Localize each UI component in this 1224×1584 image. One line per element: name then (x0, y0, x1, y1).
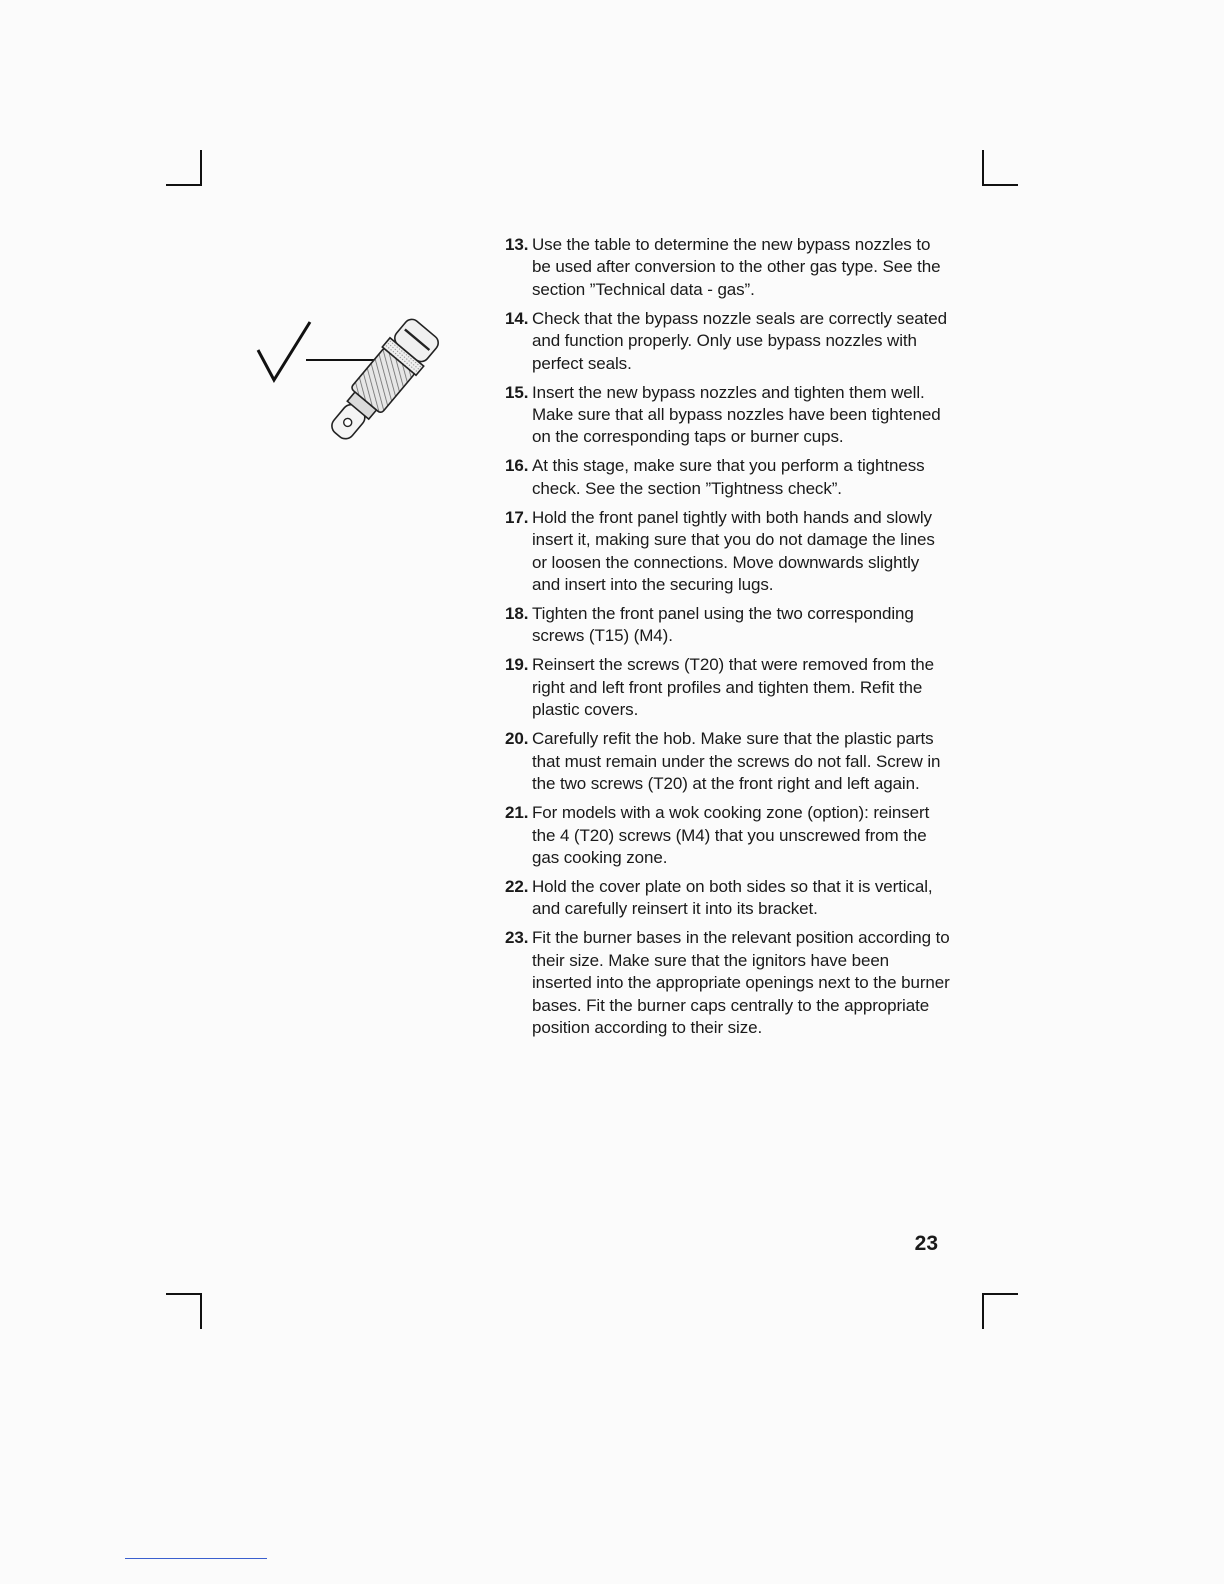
step-18 (505, 603, 950, 648)
step-number: 19. (505, 655, 529, 675)
step-text: Carefully refit the hob. Make sure that the plastic parts that must remain under the screws do not fall. Screw in the two screws (T20) at the front right and left again. (532, 729, 941, 794)
link-underline[interactable] (125, 1558, 267, 1559)
step-text: Insert the new bypass nozzles and tighten them well. Make sure that all bypass nozzles have been tightened on the corresponding taps or burner cups. (532, 382, 941, 447)
step-text: Hold the front panel tightly with both hands and slowly insert it, making sure that you do not damage the lines or loosen the connections. Move downwards slightly and insert into the securing lugs. (532, 507, 935, 595)
bypass-nozzle-illustration (252, 308, 472, 440)
step-text: At this stage, make sure that you perform a tightness check. See the section ”Tightness check”. (532, 456, 925, 498)
step-number: 23. (505, 928, 529, 948)
step-20 (505, 728, 950, 795)
step-number: 14. (505, 308, 529, 328)
check-mark-icon (258, 322, 310, 380)
step-number: 22. (505, 876, 529, 896)
step-16 (505, 455, 950, 500)
page-number: 23 (914, 1232, 938, 1255)
step-number: 21. (505, 803, 529, 823)
step-number: 17. (505, 507, 529, 527)
step-17 (505, 507, 950, 597)
crop-mark-bottom-left (166, 1293, 202, 1329)
crop-mark-top-left (166, 150, 202, 186)
step-text: Reinsert the screws (T20) that were removed from the right and left front profiles and tighten them. Refit the plastic covers. (532, 655, 935, 720)
step-text: Use the table to determine the new bypass nozzles to be used after conversion to the other gas type. See the section ”Technical data - gas”. (532, 235, 941, 299)
step-19 (505, 654, 950, 721)
step-text: Hold the cover plate on both sides so that it is vertical, and carefully reinsert it into its bracket. (532, 876, 933, 919)
step-text: For models with a wok cooking zone (option): reinsert the 4 (T20) screws (M4) that you unscrewed from the gas cooking zone. (532, 803, 930, 867)
instruction-steps (505, 234, 950, 1046)
step-14 (505, 308, 950, 375)
step-number: 15. (505, 382, 529, 402)
step-number: 20. (505, 729, 529, 749)
step-number: 18. (505, 604, 529, 624)
step-15 (505, 382, 950, 449)
step-text: Fit the burner bases in the relevant position according to their size. Make sure that the ignitors have been inserted into the appropriate openings next to the burner bases. Fit the burner caps centrally to the appropriate position according to their size. (532, 928, 950, 1037)
crop-mark-top-right (982, 150, 1018, 186)
step-23 (505, 927, 950, 1039)
step-number: 13. (505, 235, 529, 254)
step-13 (505, 234, 950, 301)
step-number: 16. (505, 456, 529, 476)
step-text: Tighten the front panel using the two corresponding screws (T15) (M4). (532, 604, 914, 646)
crop-mark-bottom-right (982, 1293, 1018, 1329)
nozzle-icon (321, 315, 443, 440)
step-text: Check that the bypass nozzle seals are correctly seated and function properly. Only use bypass nozzles with perfect seals. (532, 308, 947, 373)
step-21 (505, 802, 950, 869)
step-22 (505, 876, 950, 921)
